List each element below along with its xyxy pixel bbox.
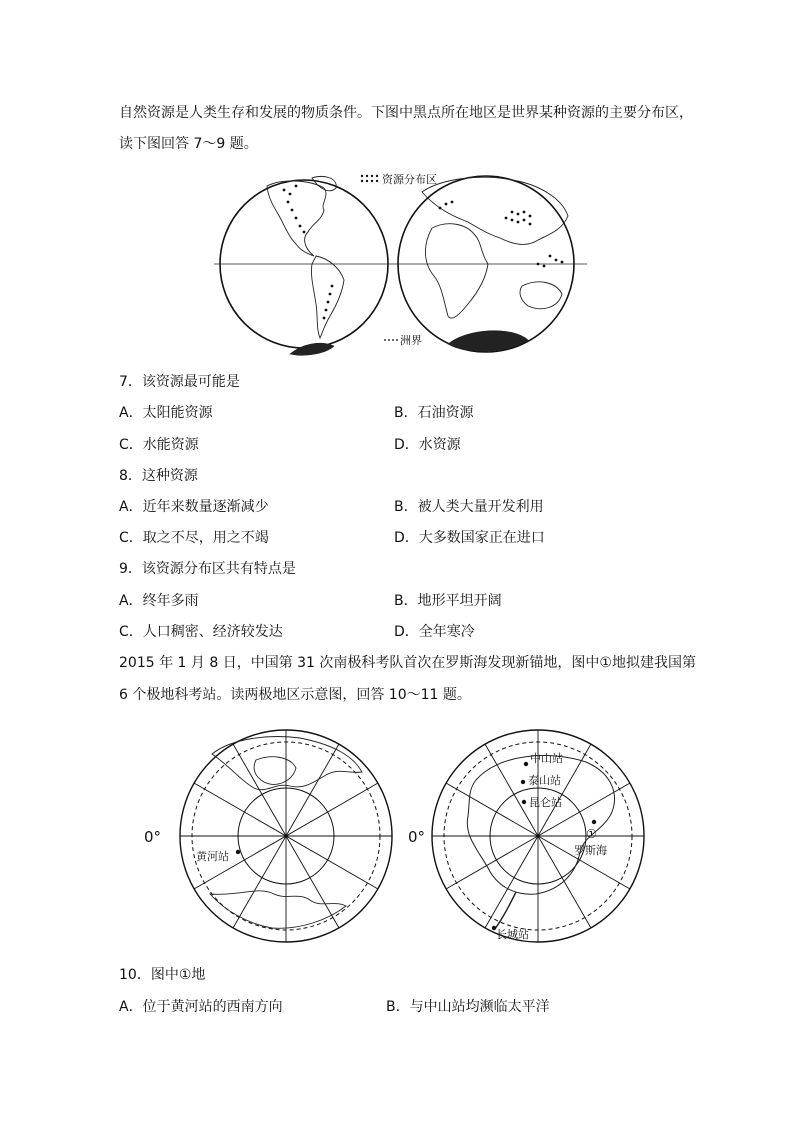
q9-option-d[interactable]: D．全年寒冷 xyxy=(394,624,475,640)
antarctica-east-outline xyxy=(448,331,528,352)
q9-option-c[interactable]: C．人口稠密、经济较发达 xyxy=(119,624,283,640)
q7-option-c[interactable]: C．水能资源 xyxy=(119,437,199,453)
antarctica-west-outline xyxy=(290,343,334,355)
q7-option-d[interactable]: D．水资源 xyxy=(394,437,461,453)
q10-stem: 10．图中①地 xyxy=(119,967,206,983)
australia-outline xyxy=(520,282,562,309)
q8-option-c[interactable]: C．取之不尽，用之不竭 xyxy=(119,530,269,546)
world-resource-map xyxy=(212,168,592,360)
huanghe-station-label: 黄河站 xyxy=(196,850,229,863)
kunlun-station-dot xyxy=(522,800,526,804)
arctic-coastline-south xyxy=(210,891,346,928)
q8-option-b[interactable]: B．被人类大量开发利用 xyxy=(394,499,544,515)
q9-stem: 9．该资源分布区共有特点是 xyxy=(119,561,296,577)
arctic-map xyxy=(144,730,392,942)
kunlun-station-label: 昆仑站 xyxy=(529,796,562,809)
greenland-shape xyxy=(254,757,296,785)
q8-option-d[interactable]: D．大多数国家正在进口 xyxy=(394,530,545,546)
huanghe-station-dot xyxy=(236,850,240,854)
q9-option-b[interactable]: B．地形平坦开阔 xyxy=(394,593,502,609)
changcheng-station-label: 长城站 xyxy=(496,928,529,941)
polar-maps xyxy=(140,724,660,954)
south-america-outline xyxy=(311,256,344,338)
q10-option-a[interactable]: A．位于黄河站的西南方向 xyxy=(119,999,283,1015)
intro-line-1: 自然资源是人类生存和发展的物质条件。下图中黑点所在地区是世界某种资源的主要分布区， xyxy=(119,105,693,121)
intro2-line-2: 6 个极地科考站。读两极地区示意图，回答 10～11 题。 xyxy=(119,687,471,703)
intro-line-2: 读下图回答 7～9 题。 xyxy=(119,136,258,152)
zhongshan-station-dot xyxy=(524,762,528,766)
q9-option-a[interactable]: A．终年多雨 xyxy=(119,593,199,609)
africa-outline xyxy=(425,224,488,318)
legend-continent-label: 洲界 xyxy=(400,334,422,347)
q8-option-a[interactable]: A．近年来数量逐渐减少 xyxy=(119,499,269,515)
resource-dots xyxy=(283,185,564,320)
legend-resource-label: 资源分布区 xyxy=(382,173,437,186)
q7-stem: 7．该资源最可能是 xyxy=(119,374,240,390)
legend-resource-swatch xyxy=(361,175,378,182)
antarctic-map xyxy=(408,730,644,942)
antarctic-zero-label: 0° xyxy=(408,828,426,846)
antarctic-peninsula xyxy=(494,892,516,930)
intro2-line-1: 2015 年 1 月 8 日，中国第 31 次南极科考队首次在罗斯海发现新锚地，图中①地拟建我国第 xyxy=(119,655,696,671)
taishan-station-dot xyxy=(521,780,525,784)
ross-sea-label: 罗斯海 xyxy=(574,844,607,857)
site1-label: ① xyxy=(586,827,597,841)
arctic-zero-label: 0° xyxy=(144,828,162,846)
q7-option-a[interactable]: A．太阳能资源 xyxy=(119,405,213,421)
q10-option-b[interactable]: B．与中山站均濒临太平洋 xyxy=(386,999,550,1015)
taishan-station-label: 泰山站 xyxy=(528,774,561,787)
zhongshan-station-label: 中山站 xyxy=(530,752,563,765)
q8-stem: 8．这种资源 xyxy=(119,468,198,484)
site1-dot xyxy=(592,820,596,824)
q7-option-b[interactable]: B．石油资源 xyxy=(394,405,474,421)
